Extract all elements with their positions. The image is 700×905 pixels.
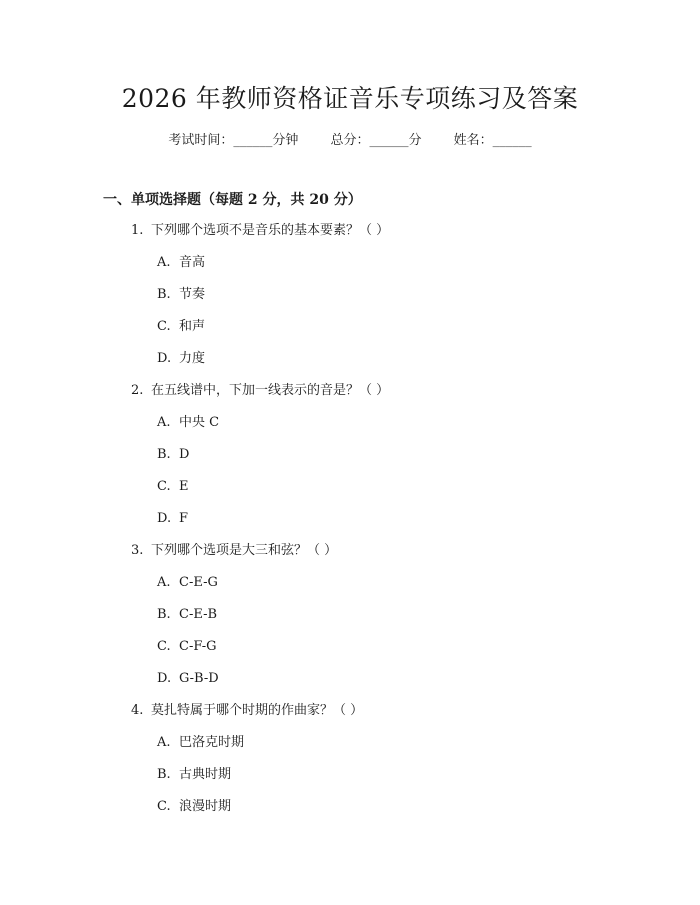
question-stem: [131, 541, 651, 561]
option-letter: B.: [157, 767, 171, 782]
option-letter: D.: [157, 671, 172, 686]
page-title: 2026 年教师资格证音乐专项练习及答案: [121, 84, 579, 113]
option-letter: B.: [157, 607, 171, 622]
option-d: [157, 349, 651, 369]
question-number: 3.: [131, 543, 144, 558]
option-d: [157, 509, 651, 529]
option-text: 巴洛克时期: [179, 735, 245, 750]
option-text: F: [179, 511, 189, 526]
option-text: C-E-B: [179, 607, 218, 622]
section-heading: 一、单项选择题（每题 2 分，共 20 分）: [103, 192, 362, 208]
option-a: [157, 413, 651, 433]
question-1: [131, 221, 651, 369]
option-b: [157, 605, 651, 625]
option-text: E: [179, 479, 189, 494]
question-stem: [131, 221, 651, 241]
option-text: D: [179, 447, 190, 462]
option-text: 古典时期: [179, 767, 232, 782]
option-a: [157, 573, 651, 593]
option-text: 力度: [179, 351, 206, 366]
option-c: [157, 637, 651, 657]
option-text: C-F-G: [179, 639, 217, 654]
option-b: [157, 445, 651, 465]
option-text: 节奏: [179, 287, 206, 302]
question-4: [131, 701, 651, 817]
option-c: [157, 317, 651, 337]
option-letter: D.: [157, 351, 172, 366]
question-text: 在五线谱中，下加一线表示的音是？（ ）: [151, 383, 390, 398]
option-letter: A.: [157, 735, 171, 750]
option-c: [157, 477, 651, 497]
option-text: 中央 C: [179, 415, 220, 430]
question-text: 下列哪个选项不是音乐的基本要素？（ ）: [151, 223, 390, 238]
question-text: 下列哪个选项是大三和弦？（ ）: [151, 543, 338, 558]
option-letter: C.: [157, 799, 171, 814]
option-b: [157, 765, 651, 785]
option-letter: A.: [157, 415, 171, 430]
option-letter: B.: [157, 287, 171, 302]
option-text: G-B-D: [179, 671, 219, 686]
option-letter: C.: [157, 319, 171, 334]
option-letter: B.: [157, 447, 171, 462]
option-letter: A.: [157, 255, 171, 270]
name-field: 姓名：______: [453, 133, 532, 148]
option-d: [157, 669, 651, 689]
option-letter: A.: [157, 575, 171, 590]
question-stem: [131, 701, 651, 721]
option-a: [157, 733, 651, 753]
option-a: [157, 253, 651, 273]
total-score-field: 总分：______分: [330, 133, 422, 148]
option-text: C-E-G: [179, 575, 218, 590]
question-3: [131, 541, 651, 689]
question-number: 2.: [131, 383, 144, 398]
option-text: 音高: [179, 255, 206, 270]
option-text: 和声: [179, 319, 206, 334]
question-list: [131, 221, 651, 829]
exam-info-line: [0, 131, 700, 151]
option-b: [157, 285, 651, 305]
option-letter: C.: [157, 639, 171, 654]
option-text: 浪漫时期: [179, 799, 232, 814]
exam-time-field: 考试时间：______分钟: [168, 133, 299, 148]
option-c: [157, 797, 651, 817]
option-letter: C.: [157, 479, 171, 494]
question-number: 4.: [131, 703, 144, 718]
question-number: 1.: [131, 223, 144, 238]
question-stem: [131, 381, 651, 401]
question-2: [131, 381, 651, 529]
question-text: 莫扎特属于哪个时期的作曲家？（ ）: [151, 703, 364, 718]
option-letter: D.: [157, 511, 172, 526]
